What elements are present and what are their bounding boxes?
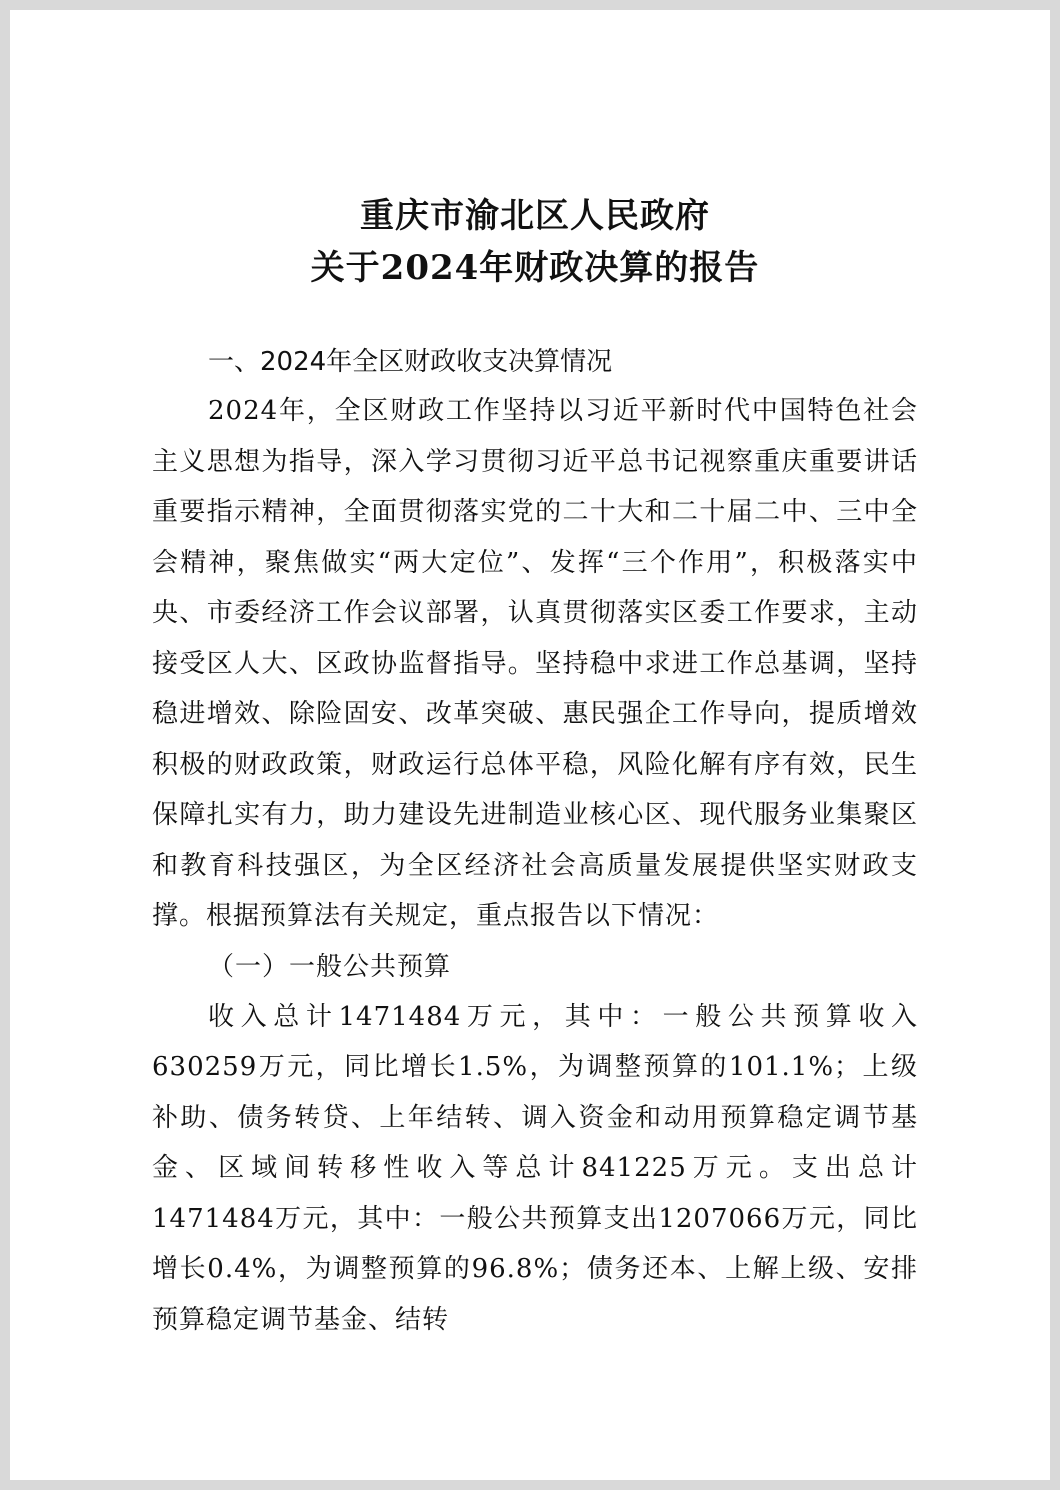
title-line-2: 关于2024年财政决算的报告 (310, 248, 760, 288)
section-heading: 一、2024年全区财政收支决算情况 (208, 347, 613, 377)
title-line-1: 重庆市渝北区人民政府 (360, 196, 710, 236)
intro-paragraph: 2024年，全区财政工作坚持以习近平新时代中国特色社会主义思想为指导，深入学习贯彻习近平总书记视察重庆重要讲话重要指示精神，全面贯彻落实党的二十大和二十届二中、三中全会精神，聚焦做实“两大定位”、发挥“三个作用”，积极落实中央、市委经济工作会议部署，认真贯彻落实区委工作要求，主动接受区人大、区政协监督指导。坚持稳中求进工作总基调，坚持稳进增效、除险固安、改革突破、惠民强企工作导向，提质增效积极的财政政策，财政运行总体平稳，风险化解有序有效，民生保障扎实有力，助力建设先进制造业核心区、现代服务业集聚区和教育科技强区，为全区经济社会高质量发展提供坚实财政支撑。根据预算法有关规定，重点报告以下情况： (152, 396, 918, 931)
document-page (10, 10, 1050, 1480)
document-title (152, 190, 918, 294)
subsection-heading: （一）一般公共预算 (208, 951, 452, 982)
budget-paragraph: 收入总计1471484万元，其中：一般公共预算收入630259万元，同比增长1.5%，为调整预算的101.1%；上级补助、债务转贷、上年结转、调入资金和动用预算稳定调节基金、区域间转移性收入等总计841225万元。支出总计1471484万元，其中：一般公共预算支出1207066万元，同比增长0.4%，为调整预算的96.8%；债务还本、上解上级、安排预算稳定调节基金、结转 (152, 1001, 918, 1335)
